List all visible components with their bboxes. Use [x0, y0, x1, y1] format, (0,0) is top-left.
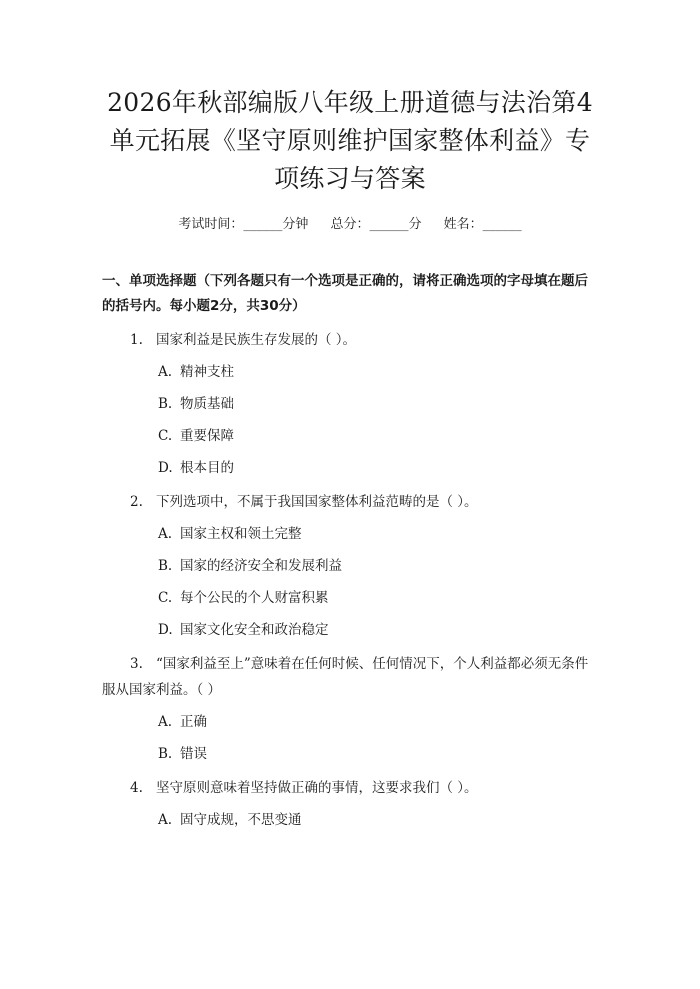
- question-number: 2.: [130, 494, 143, 510]
- option-letter: D.: [158, 622, 173, 638]
- section-heading-multiple-choice: 一、单项选择题（下列各题只有一个选项是正确的，请将正确选项的字母填在题后的括号内。每小题2分，共30分）: [102, 273, 588, 314]
- question-2: [102, 489, 598, 515]
- option-letter: B.: [158, 558, 173, 574]
- q4-option-a: [102, 807, 598, 833]
- option-letter: D.: [158, 460, 173, 476]
- total-score-field: 总分：______分: [330, 217, 422, 232]
- option-text: 正确: [180, 714, 207, 730]
- option-text: 错误: [180, 746, 207, 762]
- exam-meta: [102, 215, 598, 235]
- question-number: 4.: [130, 780, 143, 796]
- question-number: 3.: [130, 656, 143, 672]
- question-text: 下列选项中，不属于我国国家整体利益范畴的是（ ）。: [156, 494, 478, 510]
- option-text: 精神支柱: [180, 364, 234, 380]
- option-letter: A.: [158, 714, 173, 730]
- question-1: [102, 327, 598, 353]
- q1-option-d: [102, 455, 598, 481]
- q1-option-a: [102, 359, 598, 385]
- question-text: 国家利益是民族生存发展的（ ）。: [156, 332, 357, 348]
- q1-option-b: [102, 391, 598, 417]
- option-letter: B.: [158, 746, 173, 762]
- exam-page: [0, 84, 700, 989]
- option-text: 国家的经济安全和发展利益: [180, 558, 342, 574]
- q1-option-c: [102, 423, 598, 449]
- exam-time-field: 考试时间：______分钟: [178, 217, 309, 232]
- title-line-1: 2026年秋部编版八年级上册道德与法治第4: [107, 88, 593, 117]
- option-letter: A.: [158, 526, 173, 542]
- option-text: 根本目的: [180, 460, 234, 476]
- student-name-field: 姓名：______: [443, 217, 522, 232]
- option-letter: B.: [158, 396, 173, 412]
- document-title: [102, 84, 598, 198]
- option-text: 国家文化安全和政治稳定: [180, 622, 329, 638]
- q2-option-b: [102, 553, 598, 579]
- q3-option-b: [102, 741, 598, 767]
- q2-option-a: [102, 521, 598, 547]
- option-letter: A.: [158, 812, 173, 828]
- option-text: 重要保障: [180, 428, 234, 444]
- q3-option-a: [102, 709, 598, 735]
- option-text: 每个公民的个人财富积累: [180, 590, 329, 606]
- question-4: [102, 775, 598, 801]
- question-3: [102, 651, 598, 703]
- title-line-3: 项练习与答案: [274, 164, 426, 193]
- question-text: 坚守原则意味着坚持做正确的事情，这要求我们（ ）。: [156, 780, 478, 796]
- option-letter: C.: [158, 428, 173, 444]
- q2-option-d: [102, 617, 598, 643]
- option-text: 国家主权和领土完整: [180, 526, 302, 542]
- option-text: 物质基础: [180, 396, 234, 412]
- title-line-2: 单元拓展《坚守原则维护国家整体利益》专: [109, 126, 591, 155]
- q2-option-c: [102, 585, 598, 611]
- option-text: 固守成规，不思变通: [180, 812, 302, 828]
- question-text: “国家利益至上”意味着在任何时候、任何情况下，个人利益都必须无条件服从国家利益。（ ）: [102, 656, 589, 698]
- option-letter: C.: [158, 590, 173, 606]
- option-letter: A.: [158, 364, 173, 380]
- question-number: 1.: [130, 332, 143, 348]
